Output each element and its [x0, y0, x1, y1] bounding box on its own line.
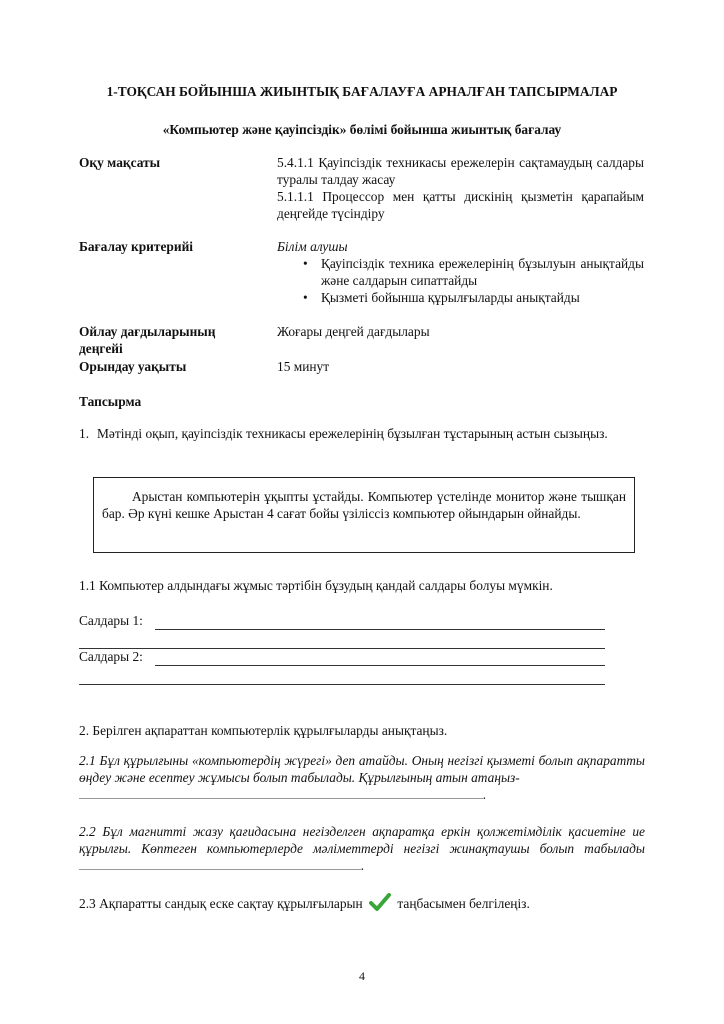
answer-2-label: Салдары 2:: [79, 649, 143, 664]
question-2: 2. Берілген ақпараттан компьютерлік құрылғыларды анықтаңыз.: [79, 723, 448, 738]
question-2-3: [79, 892, 645, 912]
goal-line-1: 5.4.1.1 Қауіпсіздік техникасы ережелерін сақтамаудың салдары туралы талдау жасау: [277, 155, 644, 187]
criteria-label: Бағалау критерийі: [79, 239, 194, 254]
text-box: [93, 477, 635, 553]
answer-2-line-2[interactable]: [79, 684, 605, 685]
goal-value: [277, 154, 644, 222]
document-title: 1-ТОҚСАН БОЙЫНША ЖИЫНТЫҚ БАҒАЛАУҒА АРНАЛҒАН ТАПСЫРМАЛАР: [106, 84, 618, 99]
answer-2-line[interactable]: [155, 665, 605, 666]
question-2-3-text-before: 2.3 Ақпаратты сандық еске сақтау құрылғыларын: [79, 896, 363, 911]
criteria-list: [277, 255, 644, 306]
page-number: 4: [359, 969, 365, 983]
question-2-3-text-after: таңбасымен белгілеңіз.: [397, 896, 530, 911]
criteria-value: [277, 238, 644, 306]
question-1-number: 1.: [79, 426, 90, 441]
answer-1-line[interactable]: [155, 629, 605, 630]
time-value: 15 минут: [277, 359, 330, 374]
document-subtitle: «Компьютер және қауіпсіздік» бөлімі бойынша жиынтық бағалау: [162, 122, 562, 137]
question-2-1: [79, 752, 645, 803]
criteria-item-2: • Қызметі бойынша құрылғыларды анықтайды: [277, 289, 644, 306]
question-1-1: 1.1 Компьютер алдындағы жұмыс тәртібін бұзудың қандай салдары болуы мүмкін.: [79, 578, 553, 593]
goal-label: Оқу мақсаты: [79, 155, 161, 170]
task-heading: Тапсырма: [79, 394, 142, 409]
question-2-1-answer-line[interactable]: [79, 798, 483, 799]
question-2-2-text: 2.2 Бұл магнитті жазу қағидасына негізделген ақпаратқа еркін қолжетімділік қасиетіне ие құрылғы. Көптеген компьютерлерде мәліметтерді негізгі жинақтаушы болып табылады: [79, 824, 645, 856]
answer-1-row: [79, 612, 605, 630]
question-2-2-end: .: [361, 858, 365, 873]
question-2-1-text: 2.1 Бұл құрылғыны «компьютердің жүрегі» деп атайды. Оның негізгі қызметі болып ақпаратты өңдеу және есептеу жұмысы болып табылады. Құрылғының атын атаңыз-: [79, 753, 645, 785]
goal-line-2: 5.1.1.1 Процессор мен қатты дискінің қызметін қарапайым деңгейде түсіндіру: [277, 189, 644, 221]
question-2-2: [79, 823, 645, 874]
criteria-item-1: • Қауіпсіздік техника ережелерінің бұзылуын анықтайды және салдарын сипаттайды: [277, 255, 644, 289]
time-label: Орындау уақыты: [79, 359, 187, 374]
text-box-content[interactable]: Арыстан компьютерін ұқыпты ұстайды. Компьютер үстелінде монитор және тышқан бар. Әр күні кешке Арыстан 4 сағат бойы үзіліссіз компьютер ойындарын ойнайды.: [102, 489, 626, 521]
question-1-text: Мәтінді оқып, қауіпсіздік техникасы ережелерінің бұзылған тұстарының астын сызыңыз.: [97, 426, 608, 441]
criteria-intro: Білім алушы: [277, 239, 348, 254]
question-2-2-answer-line[interactable]: [79, 869, 361, 870]
question-2-1-end: .: [483, 787, 487, 802]
checkmark-icon: [369, 892, 391, 912]
thinking-value: Жоғары деңгей дағдылары: [277, 324, 430, 339]
answer-2-row: [79, 648, 605, 666]
answer-1-label: Салдары 1:: [79, 613, 143, 628]
thinking-label: Ойлау дағдыларының деңгейі: [79, 324, 216, 356]
question-1: [79, 425, 645, 442]
